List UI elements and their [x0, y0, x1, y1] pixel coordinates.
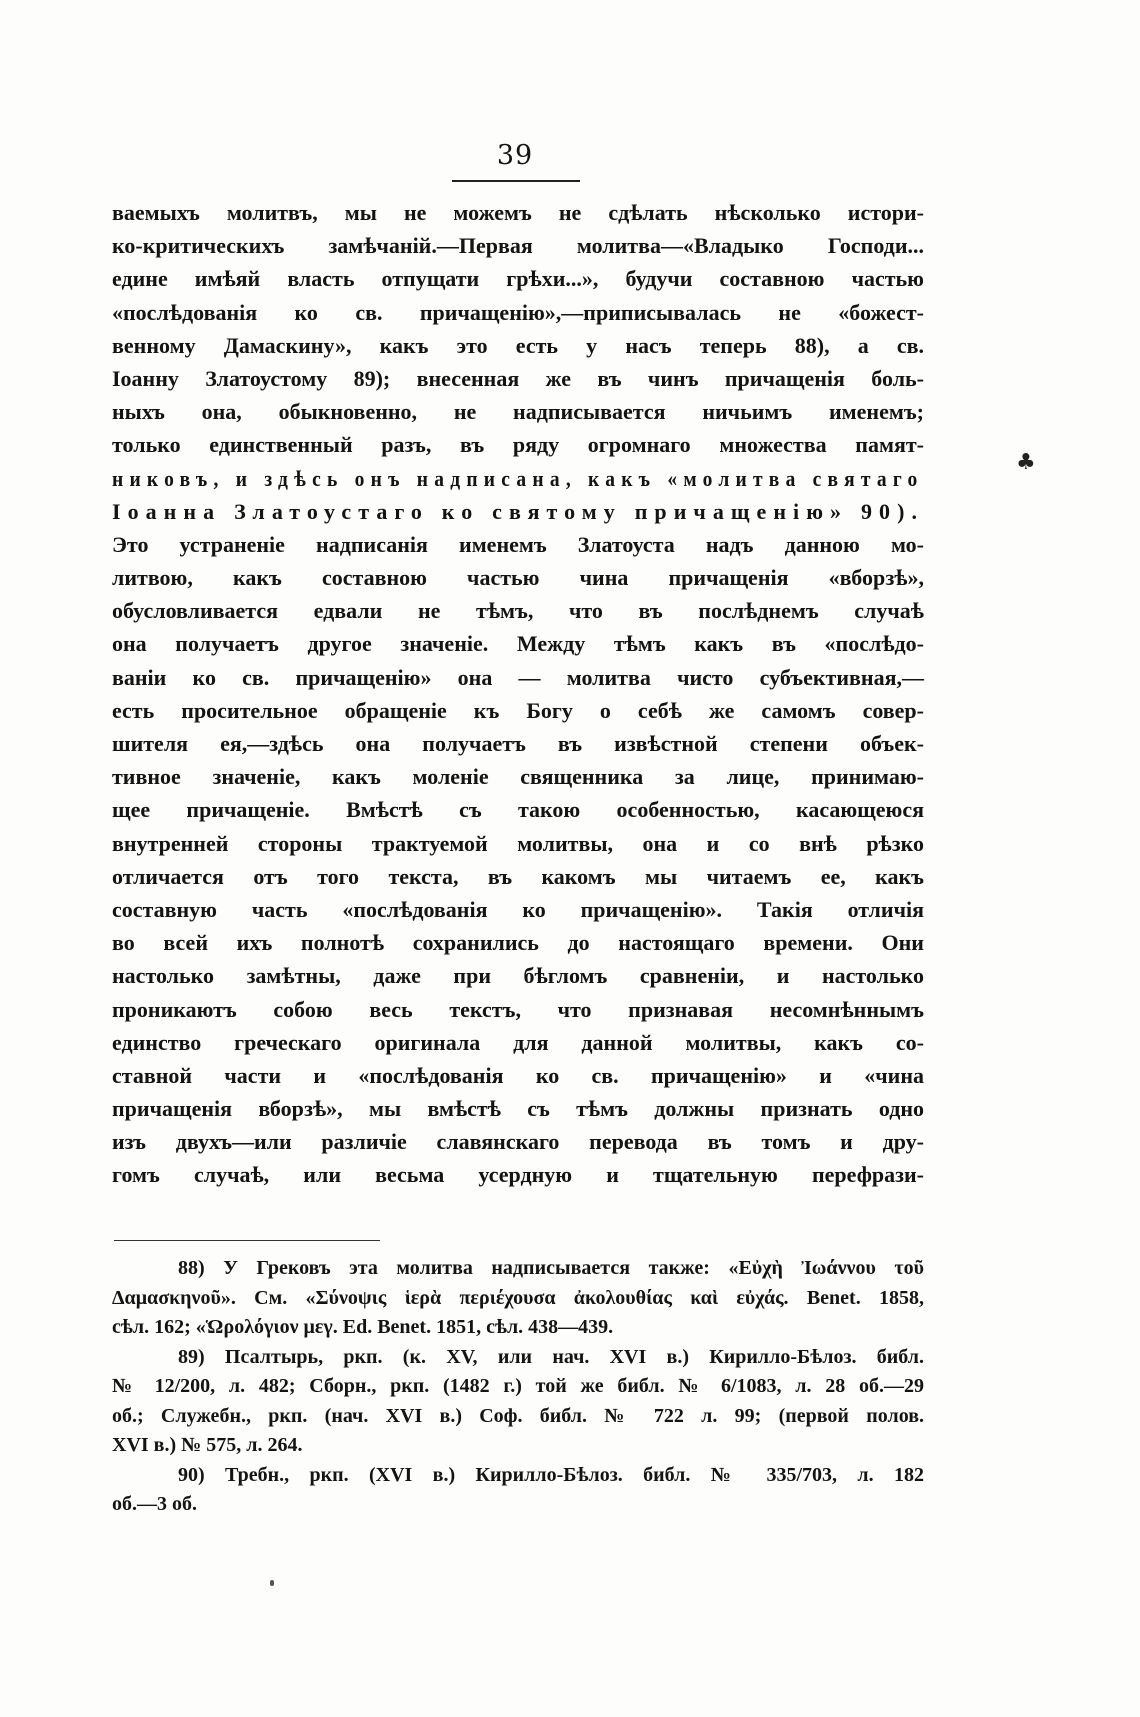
footnote-separator [114, 1240, 380, 1241]
footnote-line: № 12/200, л. 482; Сборн., ркп. (1482 г.) той же библ. № 6/1083, л. 28 об.—29 [112, 1375, 924, 1397]
footnote-line: сѣл. 162; «Ὡρολόγιον μεγ. Ed. Benet. 1851, сѣл. 438—439. [112, 1316, 614, 1338]
text-line: щее причащеніе. Вмѣстѣ съ такою особенностью, касающеюся [112, 797, 924, 823]
text-line: ныхъ она, обыкновенно, не надписывается ничьимъ именемъ; [112, 399, 924, 425]
footnote-line: 89) Псалтырь, ркп. (к. XV, или нач. XVI в.) Кирилло-Бѣлоз. библ. [178, 1345, 924, 1368]
text-line: обусловливается едвали не тѣмъ, что въ послѣднемъ случаѣ [112, 598, 924, 624]
text-line: ваемыхъ молитвъ, мы не можемъ не сдѣлать нѣсколько истори- [112, 200, 924, 225]
text-line: шителя ея,—здѣсь она получаетъ въ извѣстной степени объек- [112, 731, 924, 756]
text-line: изъ двухъ—или различіе славянскаго перевода въ томъ и дру- [112, 1129, 924, 1155]
text-line: ваніи ко св. причащенію» она — молитва чисто субъективная,— [112, 664, 924, 690]
text-line: причащенія вборзѣ», мы вмѣстѣ съ тѣмъ должны признать одно [112, 1096, 924, 1122]
text-line: она получаетъ другое значеніе. Между тѣмъ какъ въ «послѣдо- [112, 631, 924, 657]
text-line: Это устраненіе надписанія именемъ Златоуста надъ данною мо- [112, 531, 924, 557]
page-number: 39 [496, 140, 534, 171]
text-line: тивное значеніе, какъ моленіе священника за лице, принимаю- [112, 764, 924, 790]
footnote-line: об.; Служебн., ркп. (нач. XVI в.) Соф. библ. № 722 л. 99; (первой полов. [112, 1404, 924, 1427]
footnote-line: XVI в.) № 575, л. 264. [112, 1434, 303, 1456]
text-line: Іоанну Златоустому 89); внесенная же въ чинъ причащенія боль- [112, 365, 924, 391]
text-line: внутренней стороны трактуемой молитвы, она и со внѣ рѣзко [112, 830, 924, 856]
footnote-line: Δαμασκηνοῦ». См. «Σύνοψις ἱερὰ περιέχουσα ἀκολουθίας καὶ εὐχάς. Benet. 1858, [112, 1286, 924, 1309]
text-line: проникаютъ собою весь текстъ, что признавая несомнѣннымъ [112, 996, 924, 1022]
text-line: венному Дамаскину», какъ это есть у насъ теперь 88), а св. [112, 332, 924, 358]
text-line: единство греческаго оригинала для данной молитвы, какъ со- [112, 1029, 924, 1055]
text-line: ставной части и «послѣдованія ко св. причащенію» и «чина [112, 1062, 924, 1088]
margin-mark: ♣ [1016, 450, 1036, 475]
text-line: составную часть «послѣдованія ко причащенію». Такія отличія [112, 896, 924, 922]
text-line: «послѣдованія ко св. причащенію»,—приписывалась не «божест- [112, 299, 924, 325]
text-line: только единственный разъ, въ ряду огромнаго множества памят- [112, 432, 924, 458]
text-line: едине имѣяй власть отпущати грѣхи...», будучи составною частью [112, 266, 924, 292]
footnote-line: 90) Требн., ркп. (XVI в.) Кирилло-Бѣлоз. библ. № 335/703, л. 182 [178, 1463, 924, 1486]
text-line: настолько замѣтны, даже при бѣгломъ сравненіи, и настолько [112, 963, 924, 989]
footnote-line: об.—3 об. [112, 1493, 197, 1515]
print-speck [270, 1580, 274, 1586]
text-line: Іоанна Златоустаго ко святому причащенію» 90). [112, 498, 924, 524]
text-line: литвою, какъ составною частью чина причащенія «вборзѣ», [112, 565, 924, 591]
footnote-line: 88) У Грековъ эта молитва надписывается также: «Εὐχὴ Ἰωάννου τοῦ [178, 1257, 924, 1279]
body-text [112, 196, 924, 1192]
text-line: ко-критическихъ замѣчаній.—Первая молитва—«Владыко Господи... [112, 233, 924, 259]
footnotes [112, 1254, 924, 1520]
page-number-rule [452, 180, 580, 182]
text-line: есть просительное обращеніе къ Богу о себѣ же самомъ совер- [112, 697, 924, 723]
text-line: во всей ихъ полнотѣ сохранились до настоящаго времени. Они [112, 930, 924, 956]
text-line: гомъ случаѣ, или весьма усердную и тщательную перефрази- [112, 1162, 924, 1188]
text-line: никовъ, и здѣсь онъ надписана, какъ «молитва святаго [112, 465, 924, 491]
text-line: отличается отъ того текста, въ какомъ мы читаемъ ее, какъ [112, 863, 924, 889]
